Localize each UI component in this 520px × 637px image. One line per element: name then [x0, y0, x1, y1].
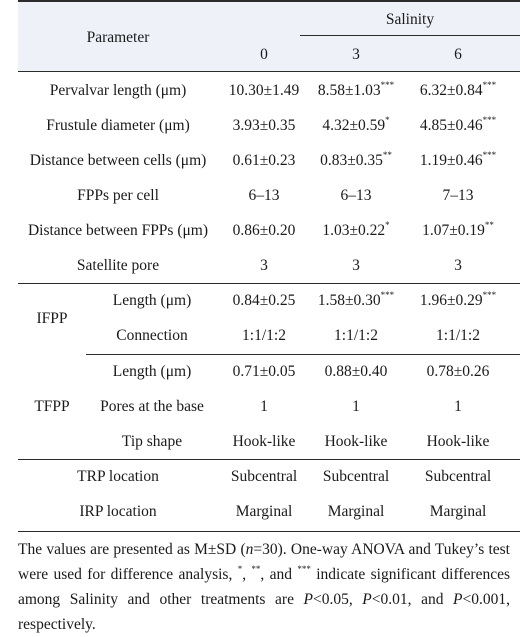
- value-cell: 1:1/1:2: [436, 327, 480, 344]
- row-label-frustule-diameter: Frustule diameter (μm): [46, 117, 190, 134]
- group-label-tfpp: TFPP: [34, 398, 70, 415]
- value-cell: 1.96±0.29***: [419, 290, 497, 309]
- value-cell: 1.19±0.46***: [419, 150, 497, 169]
- value-cell: Subcentral: [424, 468, 492, 485]
- value-cell: 6–13: [248, 187, 280, 204]
- value-cell: 7–13: [442, 187, 474, 204]
- group-label-ifpp: IFPP: [36, 310, 68, 327]
- table-top-rule: [18, 0, 520, 2]
- row-label-ifpp-length: Length (μm): [112, 292, 192, 309]
- salinity-level-6: 6: [454, 46, 462, 63]
- value-cell: Marginal: [327, 503, 385, 520]
- value-cell: 3.93±0.35: [232, 117, 296, 134]
- row-label-trp-location: TRP location: [77, 468, 159, 485]
- row-label-tfpp-pores-at-base: Pores at the base: [100, 398, 204, 415]
- value-cell: 0.83±0.35**: [320, 150, 392, 169]
- value-cell: 4.32±0.59*: [322, 115, 390, 134]
- value-cell: 1:1/1:2: [242, 327, 286, 344]
- value-cell: Subcentral: [230, 468, 298, 485]
- value-cell: Marginal: [235, 503, 293, 520]
- value-cell: Hook-like: [232, 433, 296, 450]
- value-cell: 1:1/1:2: [334, 327, 378, 344]
- salinity-header: Salinity: [385, 11, 435, 28]
- header-bottom-rule: [18, 71, 520, 72]
- row-label-fpps-per-cell: FPPs per cell: [77, 187, 159, 204]
- row-label-distance-between-cells: Distance between cells (μm): [29, 152, 207, 169]
- row-label-tfpp-length: Length (μm): [112, 363, 192, 380]
- value-cell: 3: [352, 257, 360, 274]
- general-section-rule: [18, 283, 520, 284]
- salinity-group-rule: [300, 35, 520, 36]
- value-cell: 3: [260, 257, 268, 274]
- value-cell: 0.78±0.26: [426, 363, 490, 380]
- value-cell: 1: [260, 398, 268, 415]
- value-cell: 4.85±0.46***: [419, 115, 497, 134]
- value-cell: Hook-like: [324, 433, 388, 450]
- value-cell: 3: [454, 257, 462, 274]
- row-label-tfpp-tip-shape: Tip shape: [121, 433, 183, 450]
- value-cell: 0.61±0.23: [232, 152, 296, 169]
- row-label-ifpp-connection: Connection: [116, 327, 188, 344]
- value-cell: 6.32±0.84***: [419, 80, 497, 99]
- value-cell: 1: [454, 398, 462, 415]
- row-label-irp-location: IRP location: [79, 503, 157, 520]
- value-cell: Hook-like: [426, 433, 490, 450]
- table-bottom-rule: [18, 531, 520, 532]
- value-cell: 1: [352, 398, 360, 415]
- value-cell: Subcentral: [322, 468, 390, 485]
- parameter-header: Parameter: [86, 29, 150, 46]
- tfpp-section-rule: [18, 459, 520, 460]
- value-cell: 0.88±0.40: [324, 363, 388, 380]
- ifpp-section-rule: [86, 354, 520, 355]
- value-cell: 1.58±0.30***: [317, 290, 395, 309]
- value-cell: 6–13: [340, 187, 372, 204]
- salinity-level-0: 0: [260, 46, 268, 63]
- value-cell: 1.03±0.22*: [322, 220, 390, 239]
- value-cell: 10.30±1.49: [228, 82, 300, 99]
- row-label-distance-between-fpps: Distance between FPPs (μm): [27, 222, 209, 239]
- row-label-satellite-pore: Satellite pore: [76, 257, 160, 274]
- value-cell: 0.86±0.20: [232, 222, 296, 239]
- value-cell: Marginal: [429, 503, 487, 520]
- value-cell: 1.07±0.19**: [422, 220, 494, 239]
- value-cell: 8.58±1.03***: [317, 80, 395, 99]
- row-label-pervalvar-length: Pervalvar length (μm): [49, 82, 187, 99]
- value-cell: 0.84±0.25: [232, 292, 296, 309]
- value-cell: 0.71±0.05: [232, 363, 296, 380]
- salinity-level-3: 3: [352, 46, 360, 63]
- table-footnote: The values are presented as M±SD (n=30). One-way ANOVA and Tukey’s test were used for difference analysis, *, **, and *** indicate significant differences among Salinity and other treatments are P<0.05, P<0.01, and P<0.001, respectively.: [18, 541, 510, 633]
